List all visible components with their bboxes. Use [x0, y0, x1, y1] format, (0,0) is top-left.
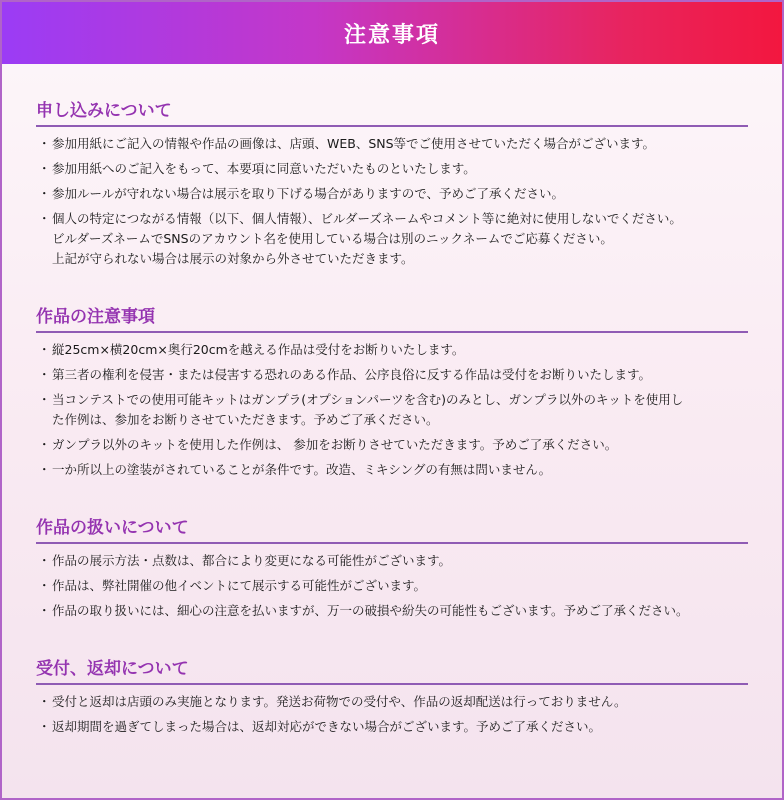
list-item: [36, 551, 748, 571]
bullet: ・: [38, 603, 51, 618]
item-line: ガンプラ以外のキットを使用した作例は、 参加をお断りさせていただきます。予めご了承ください。: [52, 437, 618, 452]
item-text: [52, 365, 748, 385]
item-text: [52, 692, 748, 712]
bullet: ・: [38, 553, 51, 568]
bullet: ・: [38, 578, 51, 593]
list-item: [36, 209, 748, 269]
bullet: ・: [38, 719, 51, 734]
list-item: [36, 365, 748, 385]
section-heading: 受付、返却について: [36, 654, 748, 685]
list-item: [36, 576, 748, 596]
header-banner: [2, 2, 782, 64]
list-item: [36, 601, 748, 621]
item-text: [52, 159, 748, 179]
item-text: [52, 576, 748, 596]
bullet: ・: [38, 694, 51, 709]
item-text: [52, 601, 748, 621]
bullet: ・: [38, 437, 51, 452]
bullet: ・: [38, 211, 51, 226]
item-text: [52, 717, 748, 737]
item-line: ビルダーズネームでSNSのアカウント名を使用している場合は別のニックネームでご応募ください。: [52, 231, 613, 246]
bullet: ・: [38, 392, 51, 407]
section-work-notes: [36, 302, 748, 480]
item-text: [52, 340, 748, 360]
item-line: 個人の特定につながる情報（以下、個人情報）、ビルダーズネームやコメント等に絶対に使用しないでください。: [52, 211, 682, 226]
item-line: 作品の取り扱いには、細心の注意を払いますが、万一の破損や紛失の可能性もございます。予めご了承ください。: [52, 603, 689, 618]
item-line: 作品は、弊社開催の他イベントにて展示する可能性がございます。: [52, 578, 427, 593]
notice-content: [2, 96, 782, 737]
bullet: ・: [38, 136, 51, 151]
item-line: 参加用紙にご記入の情報や作品の画像は、店頭、WEB、SNS等でご使用させていただく場合がございます。: [52, 136, 656, 151]
item-line: 一か所以上の塗装がされていることが条件です。改造、ミキシングの有無は問いません。: [52, 462, 552, 477]
list-item: [36, 435, 748, 455]
item-line: た作例は、参加をお断りさせていただきます。予めご了承ください。: [52, 412, 439, 427]
item-line: 縦25cm×横20cm×奥行20cmを越える作品は受付をお断りいたします。: [52, 342, 465, 357]
section-heading: 申し込みについて: [36, 96, 748, 127]
list-item: [36, 134, 748, 154]
notice-list: [36, 134, 748, 269]
bullet: ・: [38, 367, 51, 382]
notice-list: [36, 340, 748, 480]
list-item: [36, 692, 748, 712]
notice-list: [36, 551, 748, 621]
item-line: 上記が守られない場合は展示の対象から外させていただきます。: [52, 251, 414, 266]
item-text: [52, 209, 748, 269]
list-item: [36, 340, 748, 360]
section-heading: 作品の扱いについて: [36, 513, 748, 544]
list-item: [36, 460, 748, 480]
section-application: [36, 96, 748, 269]
list-item: [36, 717, 748, 737]
list-item: [36, 184, 748, 204]
bullet: ・: [38, 462, 51, 477]
item-line: 作品の展示方法・点数は、都合により変更になる可能性がございます。: [52, 553, 452, 568]
section-work-handling: [36, 513, 748, 621]
item-line: 返却期間を過ぎてしまった場合は、返却対応ができない場合がございます。予めご了承ください。: [52, 719, 602, 734]
item-text: [52, 390, 748, 430]
bullet: ・: [38, 342, 51, 357]
item-text: [52, 435, 748, 455]
item-text: [52, 134, 748, 154]
item-line: 第三者の権利を侵害・または侵害する恐れのある作品、公序良俗に反する作品は受付をお断りいたします。: [52, 367, 652, 382]
section-reception-return: [36, 654, 748, 737]
notice-list: [36, 692, 748, 737]
item-line: 参加ルールが守れない場合は展示を取り下げる場合がありますので、予めご了承ください。: [52, 186, 565, 201]
list-item: [36, 390, 748, 430]
list-item: [36, 159, 748, 179]
item-text: [52, 551, 748, 571]
bullet: ・: [38, 161, 51, 176]
item-line: 当コンテストでの使用可能キットはガンプラ(オプションパーツを含む)のみとし、ガンプラ以外のキットを使用し: [52, 392, 684, 407]
item-line: 受付と返却は店頭のみ実施となります。発送お荷物での受付や、作品の返却配送は行っておりません。: [52, 694, 627, 709]
page-title: 注意事項: [343, 22, 440, 48]
item-text: [52, 460, 748, 480]
bullet: ・: [38, 186, 51, 201]
section-heading: 作品の注意事項: [36, 302, 748, 333]
item-line: 参加用紙へのご記入をもって、本要項に同意いただいたものといたします。: [52, 161, 476, 176]
item-text: [52, 184, 748, 204]
